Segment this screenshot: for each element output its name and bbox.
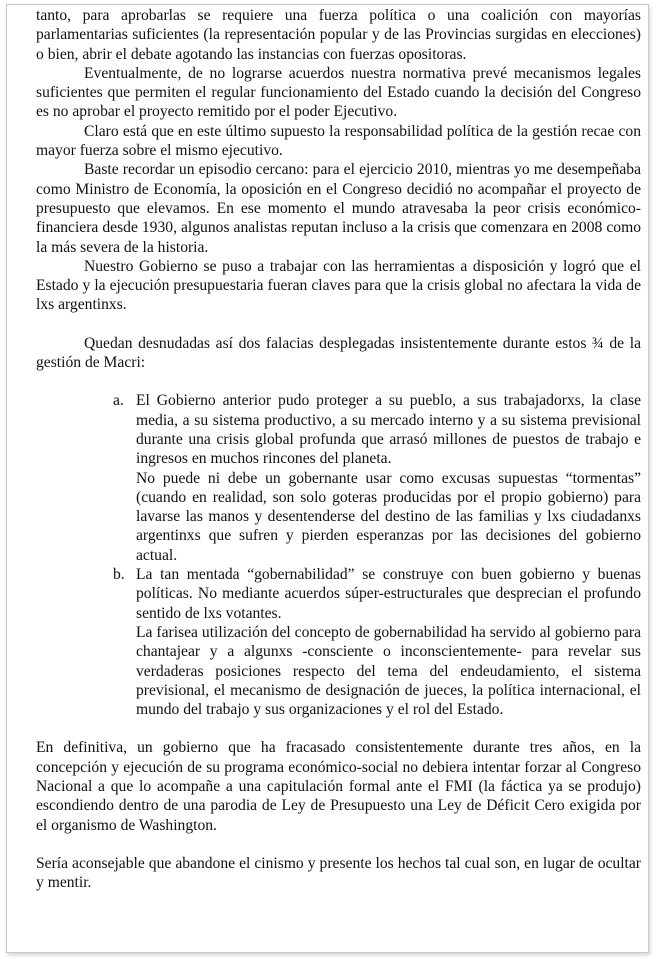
paragraph-gap xyxy=(36,719,641,738)
list-item-a-paragraph-1: El Gobierno anterior pudo proteger a su pueblo, a sus trabajadorxs, la clase media, a su sistema productivo, a su mercado interno y a su sistema previsional durante una crisis global profunda que arrasó millones de puestos de trabajo e ingresos en muchos rincones del planeta. xyxy=(136,392,641,468)
paragraph-falacias-intro: Quedan desnudadas así dos falacias desplegadas insistentemente durante estos ¾ de la gestión de Macri: xyxy=(36,334,641,372)
falacias-list xyxy=(36,391,641,719)
paragraph-mecanismos-legales: Eventualmente, de no lograrse acuerdos nuestra normativa prevé mecanismos legales suficientes que permiten el regular funcionamiento del Estado cuando la decisión del Congreso es no aprobar el proyecto remitido por el poder Ejecutivo. xyxy=(36,64,641,121)
list-item-b-paragraph-2: La farisea utilización del concepto de gobernabilidad ha servido al gobierno para chantajear y a algunxs -consciente o inconscientemente- para revelar sus verdaderas posiciones respecto del tema del endeudamiento, el sistema previsional, el mecanismo de designación de jueces, la política internacional, el mundo del trabajo y sus organizaciones y el rol del Estado. xyxy=(136,623,641,719)
list-item-b-paragraph-1: La tan mentada “gobernabilidad” se construye con buen gobierno y buenas políticas. No mediante acuerdos súper-estructurales que desprecian el profundo sentido de lxs votantes. xyxy=(136,566,641,622)
paragraph-conclusion: En definitiva, un gobierno que ha fracasado consistentemente durante tres años, en la concepción y ejecución de su programa económico-social no debiera intentar forzar al Congreso Nacional a que lo acompañe a una capitulación formal ante el FMI (la fáctica ya se produjo) escondiendo dentro de una parodia de Ley de Presupuesto una Ley de Déficit Cero exigida por el organismo de Washington. xyxy=(36,739,641,834)
list-marker-a: a. xyxy=(113,392,124,410)
paragraph-gap xyxy=(36,315,641,334)
document-body xyxy=(36,6,641,892)
list-marker-b: b. xyxy=(113,566,125,584)
paragraph-gap xyxy=(36,372,641,391)
document-page xyxy=(6,4,649,953)
paragraph-responsabilidad: Claro está que en este último supuesto la responsabilidad política de la gestión recae con mayor fuerza sobre el mismo ejecutivo. xyxy=(36,122,641,160)
list-item-a-paragraph-2: No puede ni debe un gobernante usar como excusas supuestas “tormentas” (cuando en realidad, son solo goteras producidas por el propio gobierno) para lavarse las manos y desentenderse del destino de las familias y lxs ciudadanxs argentinxs que sufren y pierden esperanzas por las decisiones del gobierno actual. xyxy=(136,469,641,564)
paragraph-continuation: tanto, para aprobarlas se requiere una fuerza política o una coalición con mayorías parlamentarias suficientes (la representación popular y de las Provincias surgidas en elecciones) o bien, abrir el debate agotando las instancias con fuerzas opositoras. xyxy=(36,7,641,63)
paragraph-nuestro-gobierno: Nuestro Gobierno se puso a trabajar con las herramientas a disposición y logró que el Estado y la ejecución presupuestaria fueran claves para que la crisis global no afectara la vida de lxs argentinxs. xyxy=(36,257,641,314)
list-item-a xyxy=(36,391,641,565)
paragraph-ejercicio-2010: Baste recordar un episodio cercano: para el ejercicio 2010, mientras yo me desempeñaba como Ministro de Economía, la oposición en el Congreso decidió no acompañar el proyecto de presupuesto que elevamos. En ese momento el mundo atravesaba la peor crisis económico-financiera desde 1930, algunos analistas reputan incluso a la crisis que comenzara en 2008 como la más severa de la historia. xyxy=(36,161,641,256)
paragraph-closing: Sería aconsejable que abandone el cinismo y presente los hechos tal cual son, en lugar de ocultar y mentir. xyxy=(36,854,641,892)
paragraph-gap xyxy=(36,835,641,854)
list-item-b xyxy=(36,565,641,719)
